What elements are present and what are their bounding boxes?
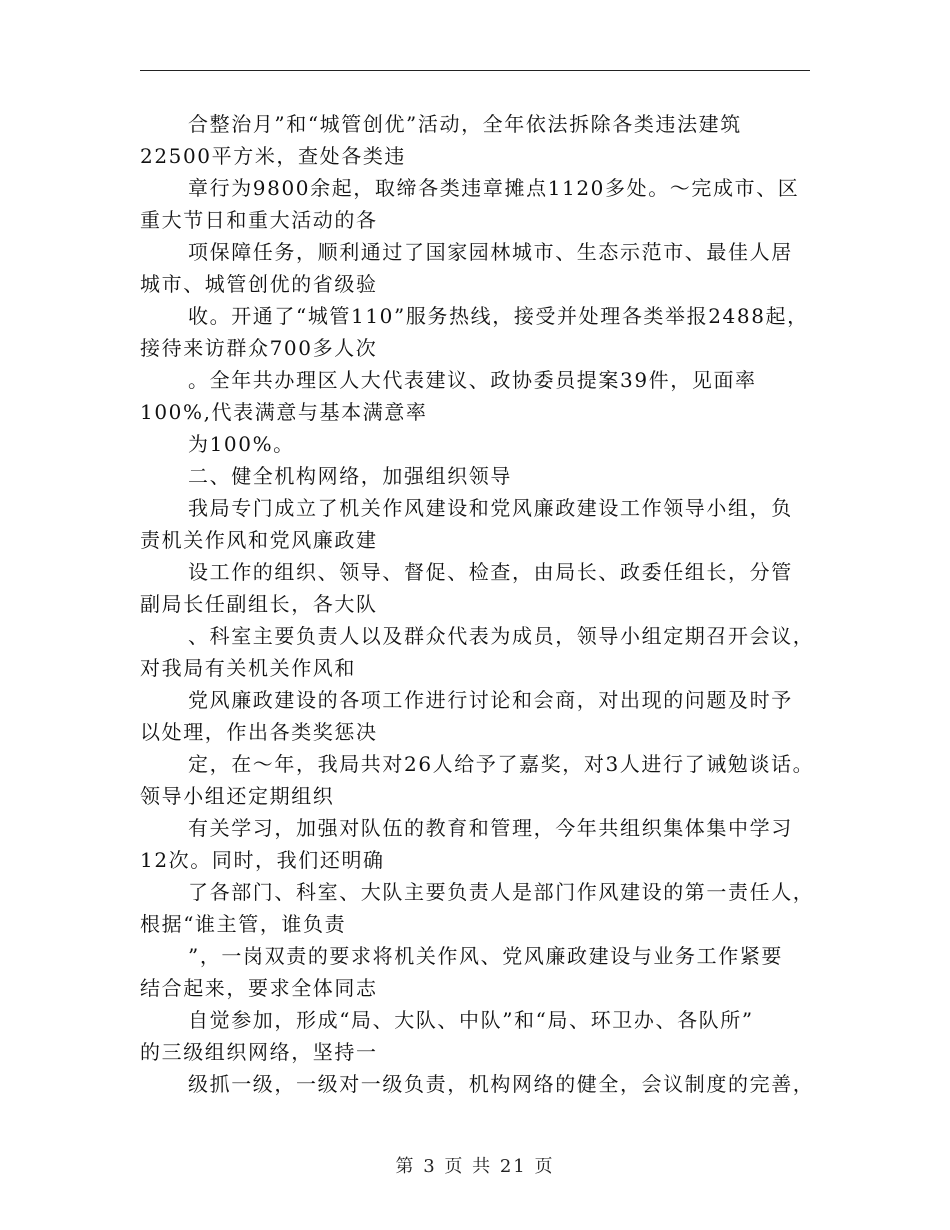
- text-line: 根据“谁主管，谁负责: [140, 912, 347, 936]
- text-line: 了各部门、科室、大队主要负责人是部门作风建设的第一责任人，: [188, 880, 815, 904]
- text-line: 有关学习，加强对队伍的教育和管理，今年共组织集体集中学习: [188, 816, 793, 840]
- text-line: ”，一岗双责的要求将机关作风、党风廉政建设与业务工作紧要: [188, 944, 784, 968]
- text-line: 为100%。: [188, 432, 295, 456]
- body-text: [140, 108, 820, 1100]
- text-line: 党风廉政建设的各项工作进行讨论和会商，对出现的问题及时予: [188, 688, 793, 712]
- text-line: 收。开通了“城管110”服务热线，接受并处理各类举报2488起，: [188, 304, 809, 328]
- text-line: 、科室主要负责人以及群众代表为成员，领导小组定期召开会议，: [188, 624, 815, 648]
- text-line: 接待来访群众700多人次: [140, 336, 378, 360]
- text-line: 对我局有关机关作风和: [140, 656, 356, 680]
- text-line: 100%,代表满意与基本满意率: [140, 400, 428, 424]
- text-line: 22500平方米，查处各类违: [140, 144, 407, 168]
- text-line: 以处理，作出各类奖惩决: [140, 720, 378, 744]
- text-line: 结合起来，要求全体同志: [140, 976, 378, 1000]
- page-number-footer: 第 3 页 共 21 页: [395, 1156, 555, 1177]
- text-line: 副局长任副组长，各大队: [140, 592, 378, 616]
- text-line: 领导小组还定期组织: [140, 784, 335, 808]
- text-line: 的三级组织网络，坚持一: [140, 1040, 378, 1064]
- text-line: 。全年共办理区人大代表建议、政协委员提案39件，见面率: [188, 368, 757, 392]
- text-line: 责机关作风和党风廉政建: [140, 528, 378, 552]
- text-line: 合整治月”和“城管创优”活动，全年依法拆除各类违法建筑: [188, 112, 742, 136]
- text-line: 重大节日和重大活动的各: [140, 208, 378, 232]
- header-rule: [140, 70, 810, 71]
- text-line: 项保障任务，顺利通过了国家园林城市、生态示范市、最佳人居: [188, 240, 793, 264]
- text-line: 我局专门成立了机关作风建设和党风廉政建设工作领导小组，负: [188, 496, 793, 520]
- text-line: 12次。同时，我们还明确: [140, 848, 385, 872]
- text-line: 城市、城管创优的省级验: [140, 272, 378, 296]
- text-line: 设工作的组织、领导、督促、检查，由局长、政委任组长，分管: [188, 560, 793, 584]
- text-line: 定，在～年，我局共对26人给予了嘉奖，对3人进行了诫勉谈话。: [188, 752, 815, 776]
- text-line: 级抓一级，一级对一级负责，机构网络的健全，会议制度的完善，: [188, 1072, 815, 1096]
- text-line: 章行为9800余起，取缔各类违章摊点1120多处。～完成市、区: [188, 176, 800, 200]
- section-heading: 二、健全机构网络，加强组织领导: [188, 464, 512, 488]
- text-line: 自觉参加，形成“局、大队、中队”和“局、环卫办、各队所”: [188, 1008, 754, 1032]
